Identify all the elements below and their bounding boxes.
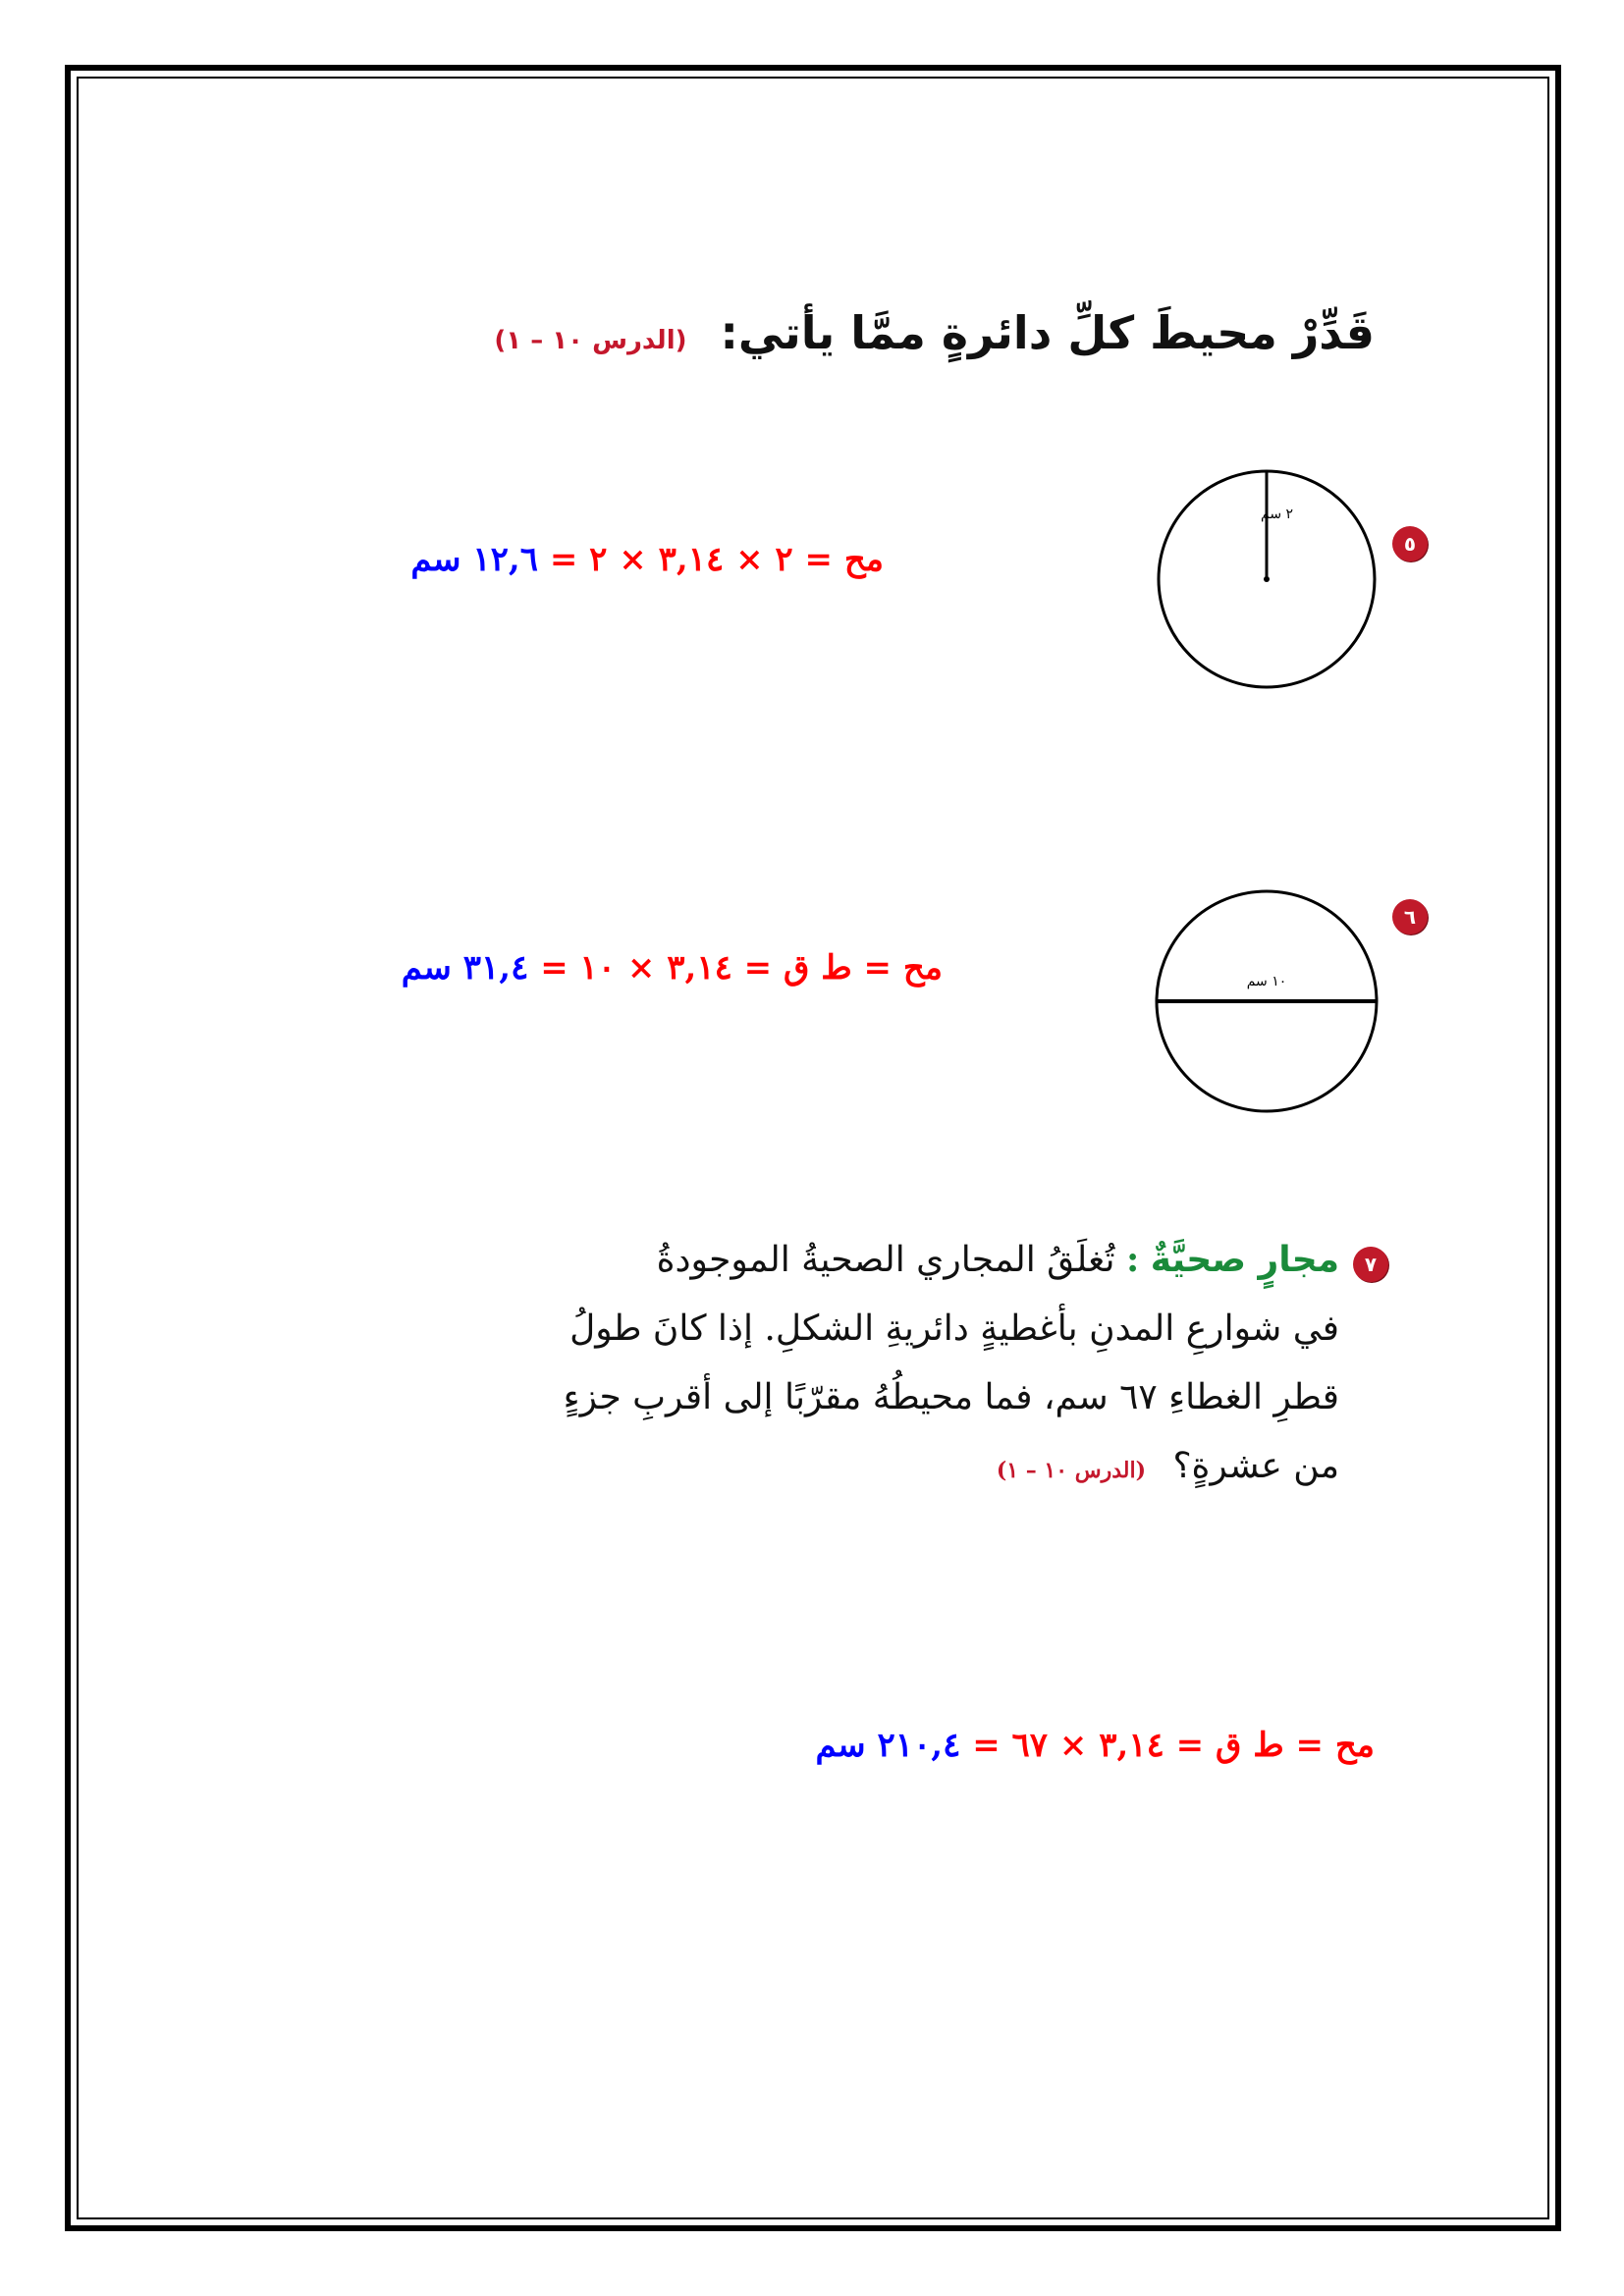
exercise-5-circle-figure [1149, 461, 1384, 697]
problem-line-4 [564, 1432, 1339, 1505]
exercise-7-result: ٢١٠,٤ سم [815, 1726, 961, 1765]
page-frame-inner [77, 77, 1549, 2219]
exercise-5-badge: ٥ [1392, 526, 1428, 561]
problem-text-line: تُغلَقُ المجاري الصحيةُ الموجودةُ [656, 1240, 1115, 1280]
page-title [373, 306, 1375, 359]
center-point [1264, 576, 1270, 582]
exercise-5-result: ١٢,٦ سم [410, 540, 538, 579]
diameter-label: ١٠ سم [1246, 974, 1287, 989]
exercise-6-badge: ٦ [1392, 899, 1428, 934]
radius-label: ٢ سم [1261, 507, 1294, 522]
exercise-5-solution [275, 540, 884, 579]
exercise-6-circle-figure [1149, 883, 1384, 1119]
exercise-6-equation: مح = ط ق = ٣,١٤ × ١٠ = [540, 948, 943, 988]
exercise-6-solution [275, 948, 943, 988]
lesson-reference: (الدرس ١٠ – ١) [494, 326, 687, 355]
exercise-7-text [564, 1225, 1339, 1505]
keyword-colon: : [1125, 1239, 1140, 1280]
problem-text-line: في شوارعِ المدنِ بأغطيةٍ دائريةِ الشكلِ. إذا كانَ طولُ [569, 1308, 1339, 1349]
exercise-5-equation: مح = ٢ × ٣,١٤ × ٢ = [549, 540, 884, 579]
problem-text-line: قطرِ الغطاءِ ٦٧ سم، فما محيطُهُ مقرّبًا إلى أقربِ جزءٍ [563, 1377, 1339, 1417]
lesson-reference: (الدرس ١٠ – ١) [996, 1458, 1146, 1483]
exercise-7-badge: ٧ [1353, 1247, 1388, 1282]
exercise-6-result: ٣١,٤ سم [401, 948, 529, 988]
problem-line-1 [564, 1225, 1339, 1295]
title-text: قَدِّرْ محيطَ كلِّ دائرةٍ ممَّا يأتي: [720, 306, 1375, 359]
problem-keyword: مجارٍ صحيَّةٌ [1150, 1240, 1339, 1280]
exercise-7-solution [589, 1726, 1375, 1765]
problem-text-line: من عشرةٍ؟ [1172, 1446, 1339, 1486]
exercise-7-equation: مح = ط ق = ٣,١٤ × ٦٧ = [972, 1726, 1375, 1765]
